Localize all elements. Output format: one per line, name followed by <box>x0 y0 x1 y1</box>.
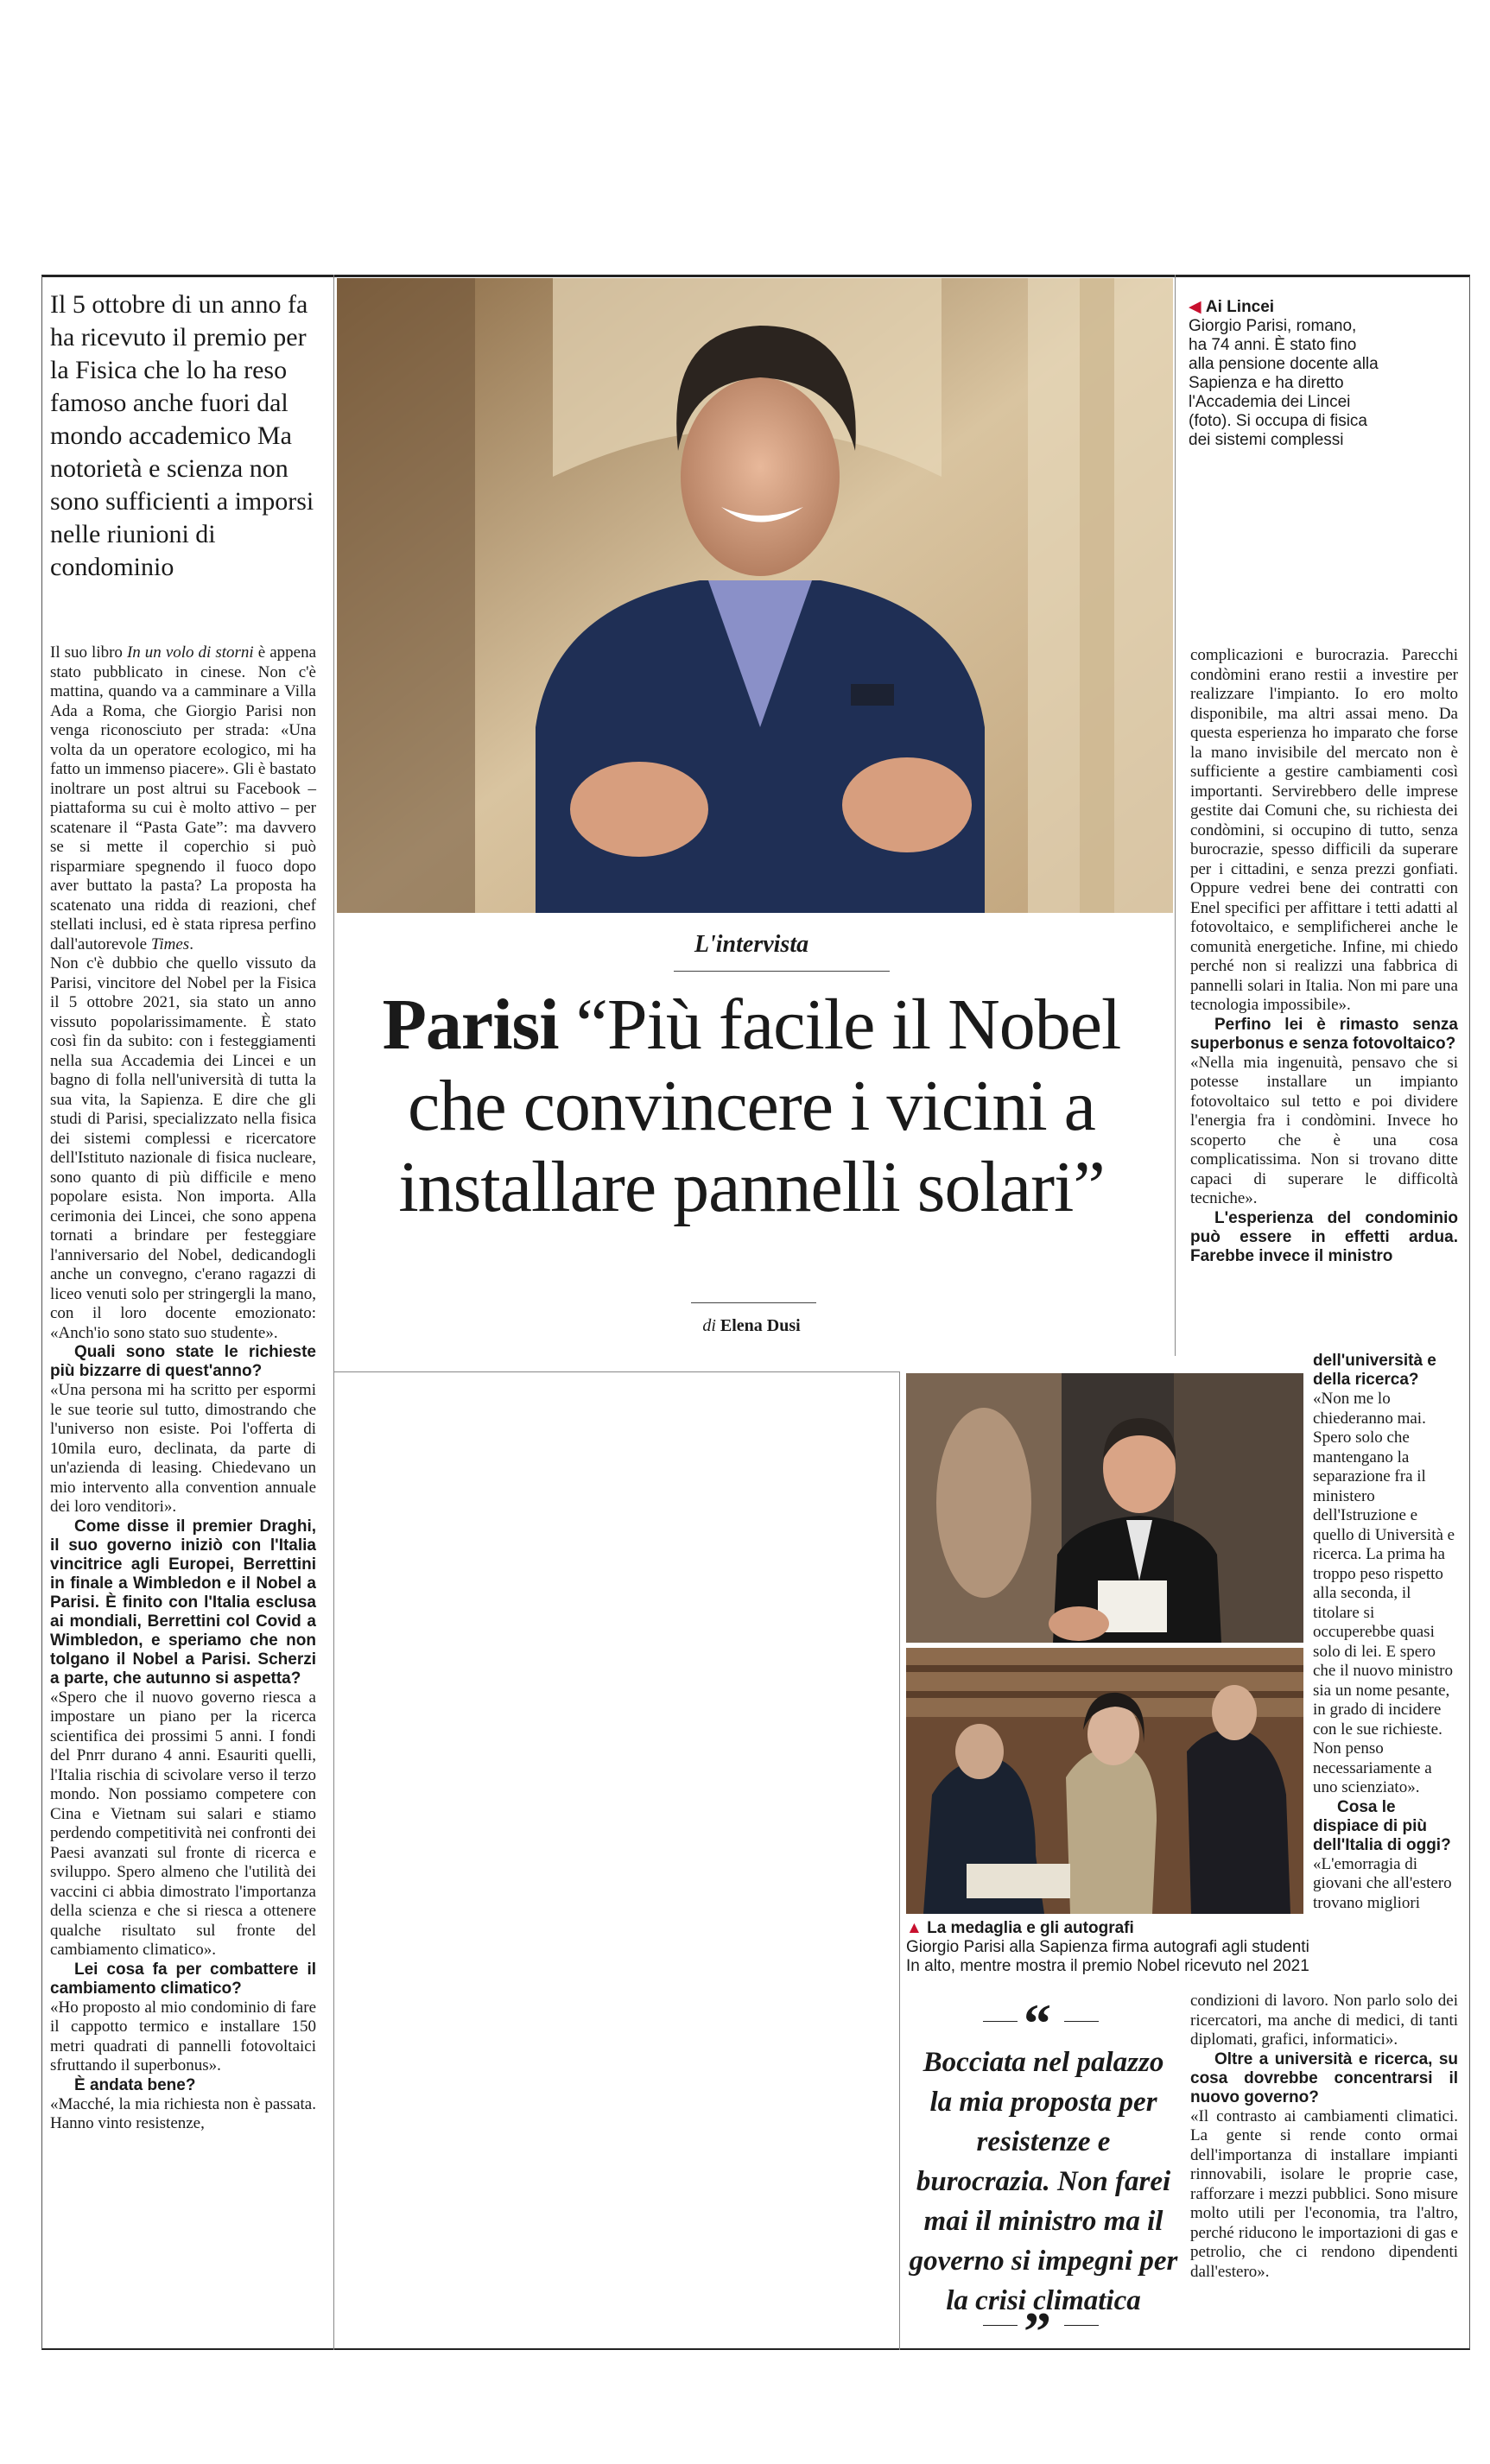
top-photo-caption <box>1189 298 1379 450</box>
autographs-photo <box>906 1648 1303 1914</box>
kicker-rule <box>674 971 890 972</box>
text-column-1 <box>50 643 316 2134</box>
byline-prefix: di <box>702 1316 716 1335</box>
open-quote-icon: “ <box>1024 1992 1051 2054</box>
quote-rule <box>1064 2021 1099 2022</box>
question: Cosa le dispiace di più dell'Italia di oggi? <box>1313 1797 1451 1854</box>
article-headline <box>337 985 1166 1228</box>
headline-quote: “Più facile il Nobel che convincere i vicini a installare pannelli solari” <box>398 985 1121 1227</box>
question: Lei cosa fa per combattere il cambiamento climatico? <box>50 1960 316 1998</box>
paragraph: Non c'è dubbio che quello vissuto da Parisi, vincitore del Nobel per la Fisica il 5 ottobre 2021, sia stato un anno vissuto popolarissimamente. È stato così fin da subito: con i festeggiamenti nella sua Accademia dei Lincei e un bagno di folla nell'università di tutta la sua vita, la Sapienza. E dire che gli studi di Parisi, specializzato nella fisica dei sistemi complessi e ricercatore dell'Istituto nazionale di fisica nucleare, sono quanto di più difficile e meno popolare esista. Non importa. Alla cerimonia dei Lincei, che sono appena tornati a brindare per festeggiare l'anniversario del Nobel, dedicandogli anche un convegno, c'erano ragazzi di liceo venuti solo per stringergli la mano, con il loro docente emozionato: «Anch'io sono stato suo studente». <box>50 954 316 1342</box>
answer: «Il contrasto ai cambiamenti climatici. La gente si rende conto ormai dell'importanza di installare impianti rinnovabili, isolare le proprie case, rafforzare i mezzi pubblici. Sono misure molto utili per l'economia, tra l'altro, perché riducono le importazioni di gas e petrolio, che ci rendono dipendenti dall'estero». <box>1190 2106 1458 2281</box>
headline-name: Parisi <box>382 985 559 1065</box>
text-column-3 <box>1190 646 1458 1266</box>
quote-rule <box>983 2325 1018 2326</box>
column-divider <box>1175 275 1176 1356</box>
main-photo <box>337 278 1173 913</box>
question: dell'università e della ricerca? <box>1313 1352 1436 1389</box>
caption-title: Ai Lincei <box>1205 298 1275 316</box>
answer: «Non me lo chiederanno mai. Spero solo che mantengano la separazione fra il ministero dell'Istruzione e quello di Università e ricerca. La prima ha troppo peso rispetto alla seconda, il titolare si occuperebbe quasi solo di lei. E spero che il nuovo ministro sia un nome pesante, in grado di incidere con le sue richieste. Non penso necessariamente a uno scienziato». <box>1313 1390 1455 1796</box>
answer: «Ho proposto al mio condominio di fare il cappotto termico e installare 150 metri quadrati di pannelli fotovoltaici sfruttando il superbonus». <box>50 1998 316 2074</box>
answer: condizioni di lavoro. Non parlo solo dei ricercatori, ma anche di medici, di tanti diplomati, grafici, informatici». <box>1190 1992 1458 2049</box>
caption-text: Giorgio Parisi alla Sapienza firma autografi agli studenti <box>906 1938 1309 1956</box>
newspaper-title: Times <box>150 934 190 953</box>
answer: «Nella mia ingenuità, pensavo che si potesse installare un impianto fotovoltaico sul tetto e poi dividere l'energia fra i condòmini. Invece ho scoperto che è una cosa complicatissima. Non si trovano ditte capaci di superare le difficoltà tecniche». <box>1190 1053 1458 1207</box>
column-divider <box>899 1371 900 2350</box>
answer: complicazioni e burocrazia. Parecchi condòmini erano restii a investire per realizzare l'impianto. Io ero molto disponibile, ma altri assai meno. Da questa esperienza ho imparato che forse la mano invisibile del mercato non è sufficiente a gestire cambiamenti così importanti. Servirebbero delle imprese gestite dai Comuni che, su richiesta dei condòmini, si occupino di tutto, senza burocrazie, spesso difficili da superare per i cittadini, e senza prezzi gonfiati. Oppure vedrei bene dei contratti con Enel specifici per affittare i tetti adatti al fotovoltaico, e semplificherei anche le comunità energetiche. Infine, mi chiedo perché non si realizzi una fabbrica di pannelli solari in Italia. Non mi pare una tecnologia impossibile». <box>1190 646 1458 1014</box>
answer: «L'emorragia di giovani che all'estero trovano migliori <box>1313 1854 1452 1912</box>
caption-title: La medaglia e gli autografi <box>927 1919 1134 1937</box>
byline-rule <box>691 1302 816 1303</box>
article-byline <box>337 1316 1166 1336</box>
question: L'esperienza del condominio può essere in effetti ardua. Farebbe invece il ministro <box>1190 1208 1458 1265</box>
section-divider <box>333 1371 899 1372</box>
byline-author: Elena Dusi <box>720 1316 801 1335</box>
question: Quali sono state le richieste più bizzarre di quest'anno? <box>50 1343 316 1380</box>
question: È andata bene? <box>74 2075 196 2094</box>
text-run: è appena stato pubblicato in cinese. Non c'è mattina, quando va a camminare a Villa Ada a Roma, che Giorgio Parisi non venga riconosciuto per strada: «Una volta da un operatore ecologico, mi ha fatto un immenso piacere». Gli è bastato inoltrare un post altrui su Facebook – piattaforma su cui è molto attivo – per scatenare il “Pasta Gate”: ma davvero se si mette il coperchio si può risparmiare spegnendo il fuoco dopo aver buttato la pasta? La proposta ha scatenato una ridda di reazioni, chef stellati inclusi, ed è stata ripresa perfino dall'autorevole <box>50 643 316 953</box>
caption-text: In alto, mentre mostra il premio Nobel ricevuto nel 2021 <box>906 1957 1309 1975</box>
caption-text: Giorgio Parisi, romano, ha 74 anni. È stato fino alla pensione docente alla Sapienza e ha diretto l'Accademia dei Lincei (foto). Si occupa di fisica dei sistemi complessi <box>1189 317 1379 449</box>
text-column-3-narrow <box>1313 1352 1458 1913</box>
book-title: In un volo di storni <box>126 643 254 662</box>
text-run: . <box>189 934 193 953</box>
text-column-3-bottom <box>1190 1992 1458 2282</box>
paragraph <box>50 643 316 954</box>
article-kicker: L'intervista <box>694 931 809 958</box>
question: Oltre a università e ricerca, su cosa dovrebbe concentrarsi il nuovo governo? <box>1190 2049 1458 2106</box>
pull-quote: Bocciata nel palazzo la mia proposta per resistenze e burocrazia. Non farei mai il ministro ma il governo si impegni per la crisi climatica <box>909 2047 1178 2316</box>
column-divider <box>333 275 334 2350</box>
question: Perfino lei è rimasto senza superbonus e senza fotovoltaico? <box>1190 1015 1458 1053</box>
caption-arrow-icon: ◀ <box>1189 298 1202 316</box>
quote-rule <box>983 2021 1018 2022</box>
answer: «Una persona mi ha scritto per espormi le sue teorie sul tutto, dimostrando che l'universo non esiste. Poi l'offerta di 10mila euro, declinata, da parte di un'azienda di leasing. Chiedevano un mio intervento alla convention annuale dei loro venditori». <box>50 1381 316 1516</box>
answer: «Spero che il nuovo governo riesca a impostare un piano per la ricerca scientifica dei prossimi 5 anni. I fondi del Pnrr durano 4 anni. Esauriti quelli, l'Italia rischia di scivolare verso il terzo mondo. Non possiamo competere con Cina e Vietnam sui salari e stiamo perdendo competitività nei confronti dei Paesi avanzati sul fronte di ricerca e sviluppo. Spero almeno che l'utilità dei vaccini ci abbia dimostrato l'importanza della scienza e che si riesca a ottenere qualche risultato sul fronte del cambiamento climatico». <box>50 1688 316 1959</box>
question: Come disse il premier Draghi, il suo governo iniziò con l'Italia vincitrice agli Europei, Berrettini in finale a Wimbledon e il Nobel a Parisi. È finito con l'Italia esclusa ai mondiali, Berrettini col Covid a Wimbledon, e speriamo che non tolgano il Nobel a Parisi. Scherzi a parte, che autunno si aspetta? <box>50 1517 316 1688</box>
text-run: Il suo libro <box>50 643 127 662</box>
close-quote-icon: ” <box>1024 2301 1051 2362</box>
caption-arrow-icon: ▲ <box>906 1919 923 1937</box>
bottom-photo-caption <box>906 1919 1312 1976</box>
article-deck: Il 5 ottobre di un anno fa ha ricevuto il premio per la Fisica che lo ha reso famoso anche fuori dal mondo accademico Ma notorietà e scienza non sono sufficienti a imporsi nelle riunioni di condominio <box>50 290 314 581</box>
answer: «Macché, la mia richiesta non è passata. Hanno vinto resistenze, <box>50 2094 316 2132</box>
quote-rule <box>1064 2325 1099 2326</box>
nobel-medal-photo <box>906 1373 1303 1643</box>
